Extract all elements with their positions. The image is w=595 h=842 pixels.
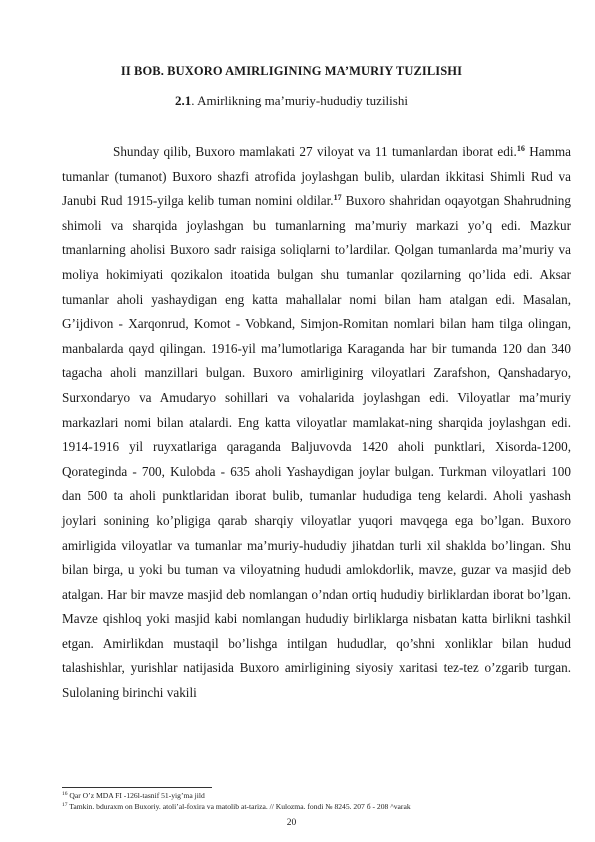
footnote-text: Tamkin. bduraxm on Buxoriy. atoli’al-foxira va matolib at-tariza. // Kulozma. fondi № 8245. 207 б - 208 ^varak — [67, 802, 411, 812]
section-title-text: . Amirlikning ma’muriy-hududiy tuzilishi — [191, 93, 408, 108]
section-title — [0, 93, 595, 109]
footnote-marker: 17 — [62, 802, 68, 809]
footnote-divider — [62, 787, 212, 788]
page-number: 20 — [286, 818, 297, 828]
section-number: 2.1 — [175, 93, 192, 108]
body-paragraph — [62, 140, 571, 706]
body-text-part-3: Buxoro shahridan oqayotgan Shahrudning shimoli va sharqida joylashgan bu tumanlarning ma’muriy markazi yo’q edi. Mazkur tmanlarning aholisi Buxoro sadr raisiga soliqlarni to’lardilar. Qolgan tumanlarda ma’muriy va moliya hokimiyati qozikalon itoatida bulgan shu tumanlar qozilarning qo’lida edi. Aksar tumanlar aholi yashaydigan eng katta mahallalar nomi bilan ham atalgan edi. Masalan, G’ijdivon - Xarqonrud, Komot - Vobkand, Simjon-Romitan nomlari bilan ham tilga olingan, manbalarda qayd qilingan. 1916-yil ma’lumotlariga Karaganda har bir tumanda 120 dan 340 tagacha aholi manzillari bulgan. Buxoro amirliginirg viloyatlari Zarafshon, Qanshadaryo, Surxondaryo va Amudaryo sohillari va vohalarida joylashgan edi. Viloyatlar ma’muriy markazlari nomi bilan atalardi. Eng katta viloyatlar mamlakat-ning sharqida joylashgan edi. 1914-1916 yil ruyxatlariga qaraganda Baljuvovda 1420 aholi punktlari, Xisorda-1200, Qorateginda - 700, Kulobda - 635 aholi Yashaydigan joylar bulgan. Turkman viloyatlari 100 dan 500 ta aholi punktlaridan iborat bulib, tumanlar hududiga teng kelardi. Aholi yashash joylari sonining ko’pligiga qarab sharqiy viloyatlar yuqori mavqega ega bo’lgan. Buxoro amirligida viloyatlar va tumanlar ma’muriy-hududiy jihatdan turli xil shaklda bo’lingan. Shu bilan birga, u yoki bu tuman va viloyatning hududi amlokdorlik, mavze, guzar va masjid deb atalgan. Har bir mavze masjid deb nomlangan o’ndan ortiq hududiy birliklardan iborat bo’lgan. Mavze qishloq yoki masjid kabi nomlangan hududiy birliklarga nisbatan katta birlikni tashkil etgan. Amirlikdan mustaqil bo’lishga intilgan hududlar, qo’shni xonliklar bilan hudud talashishlar, yurishlar natijasida Buxoro amirligining siyosiy xaritasi tez-tez o’zgarib turgan. Sulolaning birinchi vakili — [62, 193, 571, 701]
footnotes — [62, 790, 571, 813]
body-text-part-2: Hamma tumanlar (tumanot) Buxoro shazfi atrofida joylashgan bulib, ulardan ikkitasi Shimli Rud va Janubi Rud 1915-yilga kelib tuman nomini oldilar. — [62, 144, 571, 209]
footnote-ref-17[interactable]: 17 — [333, 193, 342, 203]
body-text-part-1: Shunday qilib, Buxoro mamlakati 27 viloyat va 11 tumanlardan iborat edi. — [113, 144, 517, 159]
footnote-16 — [62, 790, 571, 801]
footnote-17 — [62, 801, 571, 812]
footnote-text: Qar O’z MDA FI -126l-tasnif 51-yig’ma jild — [67, 791, 205, 800]
footnote-marker: 16 — [62, 791, 68, 797]
footnote-ref-16[interactable]: 16 — [516, 144, 525, 153]
chapter-title: II BOB. BUXORO AMIRLIGINING MA’MURIY TUZILISHI — [120, 64, 463, 78]
